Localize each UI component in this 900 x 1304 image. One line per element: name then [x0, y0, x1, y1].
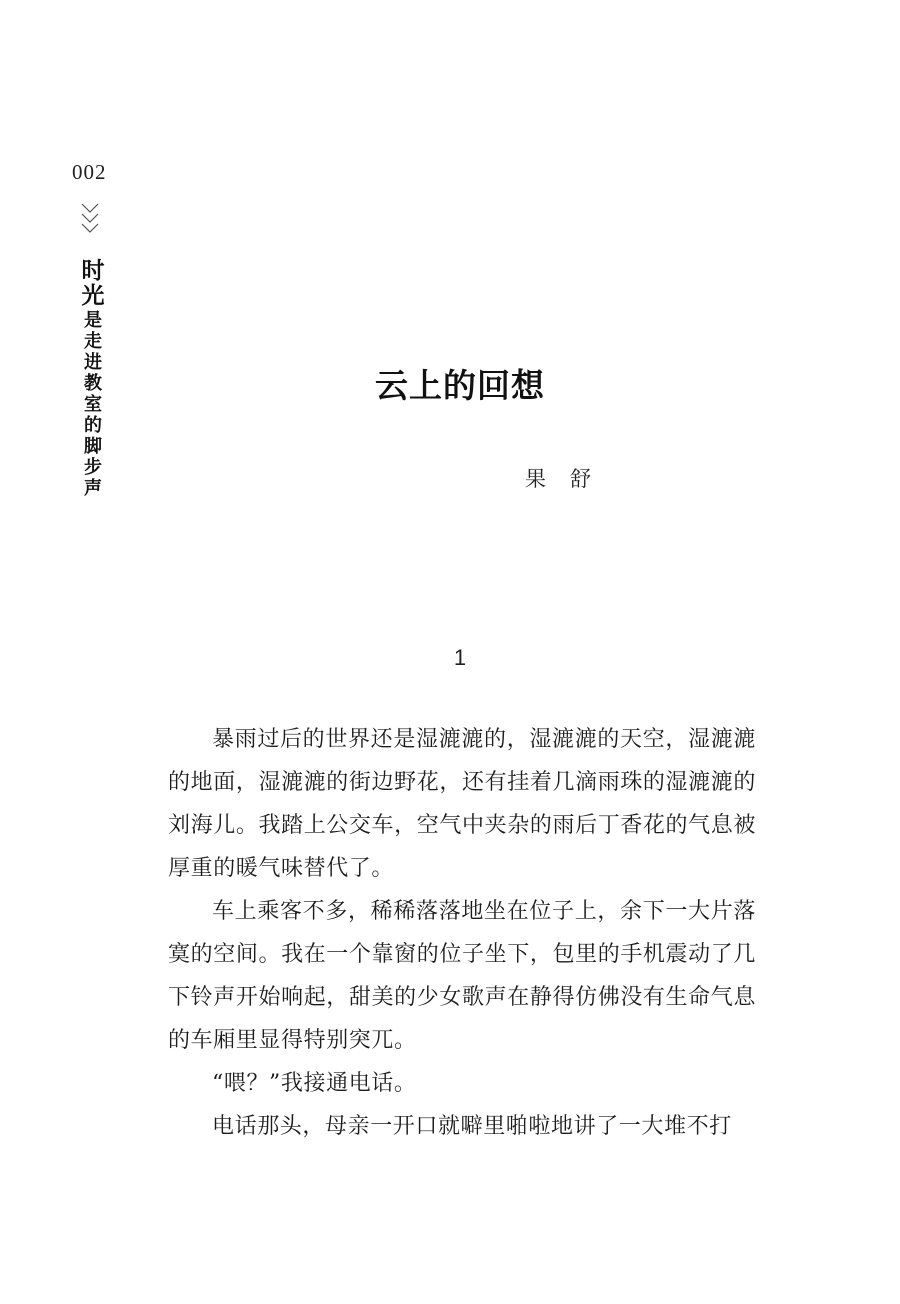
- article-title: 云上的回想: [375, 366, 545, 405]
- paragraph: 车上乘客不多，稀稀落落地坐在位子上，余下一大片落寞的空间。我在一个靠窗的位子坐下，包里的手机震动了几下铃声开始响起，甜美的少女歌声在静得仿佛没有生命气息的车厢里显得特别突兀。: [168, 899, 756, 1053]
- page-number: 002: [72, 160, 107, 184]
- paragraph: “喂？”我接通电话。: [212, 1071, 417, 1096]
- article-body: [168, 718, 756, 1148]
- book-title-main: 时光: [77, 258, 105, 308]
- book-title-sub: 是走进教室的脚步声: [81, 310, 102, 499]
- author-name: 果舒: [525, 467, 615, 491]
- section-number: 1: [453, 645, 467, 670]
- paragraph: 电话那头，母亲一开口就噼里啪啦地讲了一大堆不打: [212, 1114, 732, 1139]
- triple-chevron-down-icon: [80, 200, 100, 240]
- paragraph: 暴雨过后的世界还是湿漉漉的，湿漉漉的天空，湿漉漉的地面，湿漉漉的街边野花，还有挂着几滴雨珠的湿漉漉的刘海儿。我踏上公交车，空气中夹杂的雨后丁香花的气息被厚重的暖气味替代了。: [168, 727, 756, 881]
